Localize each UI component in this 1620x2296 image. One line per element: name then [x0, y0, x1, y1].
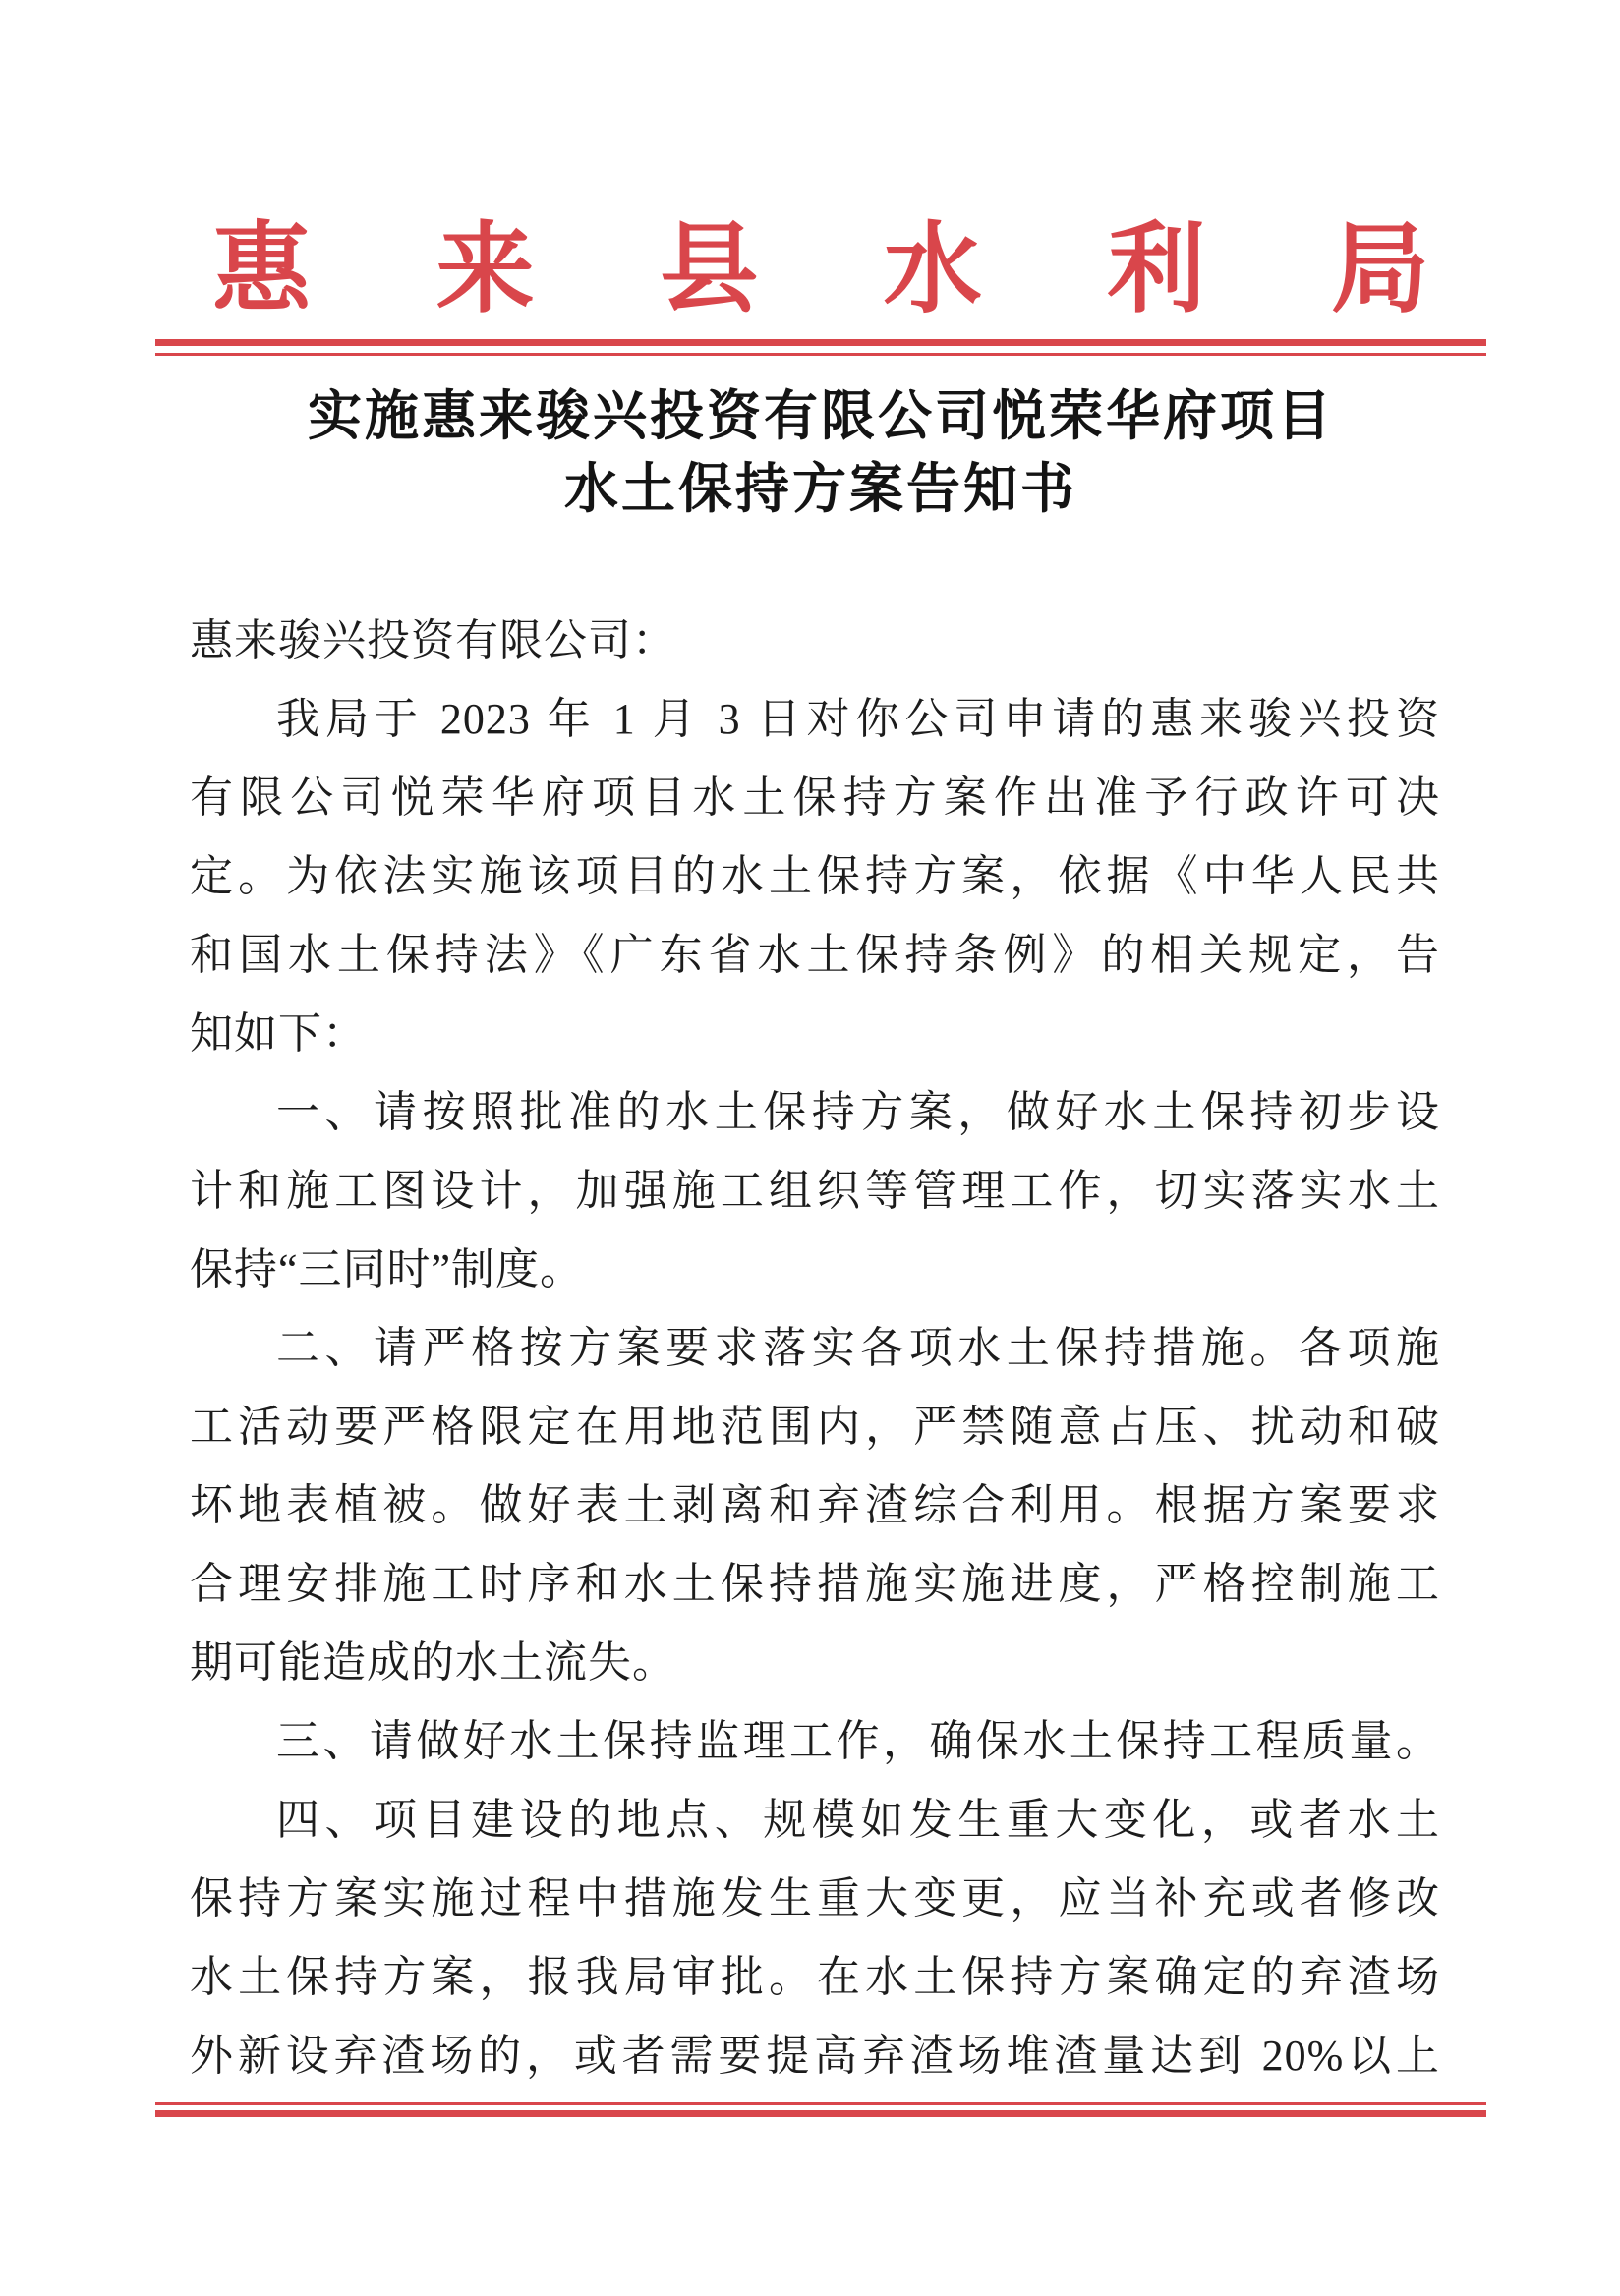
rule-thick-line — [155, 339, 1486, 346]
agency-name-char: 来 — [435, 215, 535, 324]
body-line: 二、请严格按方案要求落实各项水土保持措施。各项施 — [276, 1324, 1440, 1372]
rule-thin-line — [155, 2102, 1486, 2105]
body-line: 工活动要严格限定在用地范围内，严禁随意占压、扰动和破 — [190, 1403, 1440, 1451]
footer-double-rule — [155, 2102, 1486, 2117]
body-line: 外新设弃渣场的，或者需要提高弃渣场堆渣量达到 20%以上 — [190, 2032, 1440, 2080]
body-line: 三、请做好水土保持监理工作，确保水土保持工程质量。 — [276, 1717, 1440, 1765]
body-line: 知如下： — [190, 1009, 367, 1058]
agency-name-char: 利 — [1107, 215, 1206, 324]
body-line: 四、项目建设的地点、规模如发生重大变化，或者水土 — [276, 1796, 1440, 1844]
agency-name-char: 局 — [1330, 215, 1429, 324]
body-line: 保持方案实施过程中措施发生重大变更，应当补充或者修改 — [190, 1874, 1440, 1923]
body-line: 水土保持方案，报我局审批。在水土保持方案确定的弃渣场 — [190, 1953, 1440, 2001]
letterhead-double-rule — [155, 339, 1486, 356]
salutation-line: 惠来骏兴投资有限公司： — [190, 616, 676, 664]
document-title-line1: 实施惠来骏兴投资有限公司悦荣华府项目 — [307, 385, 1334, 446]
body-line: 计和施工图设计，加强施工组织等管理工作，切实落实水土 — [190, 1167, 1440, 1215]
body-line: 有限公司悦荣华府项目水土保持方案作出准予行政许可决 — [190, 774, 1440, 822]
rule-thick-line — [155, 2110, 1486, 2117]
body-line: 坏地表植被。做好表土剥离和弃渣综合利用。根据方案要求 — [190, 1481, 1440, 1529]
body-line: 期可能造成的水土流失。 — [190, 1638, 676, 1687]
agency-name-char: 惠 — [212, 215, 311, 324]
document-title — [155, 379, 1486, 525]
body-line: 一、请按照批准的水土保持方案，做好水土保持初步设 — [276, 1088, 1440, 1136]
body-line: 合理安排施工时序和水土保持措施实施进度，严格控制施工 — [190, 1560, 1440, 1608]
agency-name-char: 水 — [883, 215, 982, 324]
body-line: 定。为依法实施该项目的水土保持方案，依据《中华人民共 — [190, 852, 1440, 900]
rule-thin-line — [155, 353, 1486, 356]
body-line: 和国水土保持法》《广东省水土保持条例》的相关规定，告 — [190, 931, 1440, 979]
document-title-line2: 水土保持方案告知书 — [563, 458, 1077, 519]
agency-name-char: 县 — [660, 215, 759, 324]
body-line: 我局于 2023 年 1 月 3 日对你公司申请的惠来骏兴投资 — [276, 695, 1440, 743]
document-body — [190, 602, 1440, 2095]
body-line: 保持“三同时”制度。 — [190, 1245, 585, 1293]
agency-name — [155, 212, 1486, 328]
